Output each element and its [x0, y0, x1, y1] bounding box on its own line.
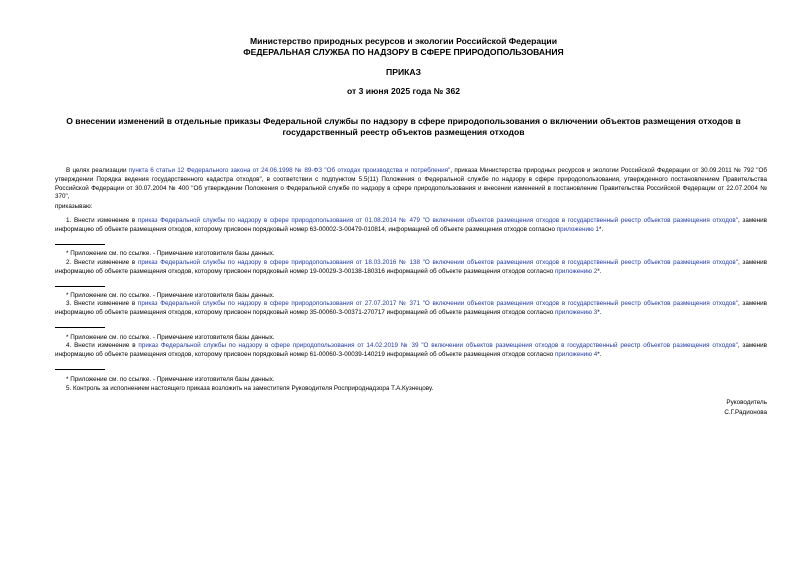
item-3-order-link[interactable]: приказ Федеральной службы по надзору в сфере природопользования от 27.07.2017 № 371 "О включении объектов размещения отходов в государственный реестр объектов размещения отходов" — [137, 300, 738, 307]
item-3 — [55, 300, 767, 318]
item-2-post: *. — [597, 267, 602, 275]
item-4 — [55, 342, 767, 360]
footnote-divider — [55, 369, 105, 370]
item-1-post: *. — [599, 225, 604, 233]
footnote-divider — [55, 286, 105, 287]
item-5: 5. Контроль за исполнением настоящего приказа возложить на заместителя Руководителя Росприроднадзора Т.А.Кузнецову. — [66, 385, 434, 392]
order-word: приказываю: — [55, 203, 93, 210]
item-2-order-link[interactable]: приказ Федеральной службы по надзору в сфере природопользования от 18.03.2016 № 138 "О включении объектов размещения отходов в государственный реестр объектов размещения отходов" — [137, 259, 738, 266]
item-3-appendix-link[interactable]: приложению 3 — [554, 308, 598, 316]
item-2 — [55, 259, 767, 277]
footnote-divider — [55, 244, 105, 245]
item-4-pre: 4. Внести изменение в — [66, 342, 139, 349]
item-3-post: *. — [597, 308, 602, 316]
item-4-post: *. — [597, 350, 602, 358]
preamble-text-1: В целях реализации — [66, 167, 129, 174]
item-1-appendix-link[interactable]: приложению 1 — [556, 225, 599, 233]
document-title: О внесении изменений в отдельные приказы Федеральной службы по надзору в сфере природопользования о включении объектов размещения отходов в государственный реестр объектов размещения отходов — [66, 116, 741, 137]
item-2-pre: 2. Внести изменение в — [66, 259, 138, 266]
item-1-footnote: * Приложение см. по ссылке. - Примечание изготовителя базы данных. — [66, 250, 275, 257]
item-1-mid: , заменив информацию об объекте размещения отходов, которому присвоен порядковый номер 63-00002-З-00479-010814, информацией об объекте размещения отходов согласно — [55, 217, 767, 233]
item-3-mid: , заменив информацию об объекте размещения отходов, которому присвоен порядковый номер 35-00060-З-00371-270717 информацией об объекте размещения отходов согласно — [55, 300, 767, 316]
item-1-order-link[interactable]: приказ Федеральной службы по надзору в сфере природопользования от 01.08.2014 № 479 "О включении объектов размещения отходов в государственный реестр объектов размещения отходов" — [137, 217, 738, 224]
item-2-appendix-link[interactable]: приложению 2 — [554, 267, 598, 275]
footnote-divider — [55, 327, 105, 328]
service-name: ФЕДЕРАЛЬНАЯ СЛУЖБА ПО НАДЗОРУ В СФЕРЕ ПРИРОДОПОЛЬЗОВАНИЯ — [243, 47, 564, 57]
law-link[interactable]: пункта 6 статьи 12 Федерального закона от 24.06.1998 № 89-ФЗ "Об отходах производства и потребления" — [128, 167, 451, 174]
item-2-mid: , заменив информацию об объекте размещения отходов, которому присвоен порядковый номер 19-00029-З-00138-180316 информацией об объекте размещения отходов согласно — [55, 259, 767, 275]
signature-position: Руководитель — [726, 399, 767, 406]
item-3-pre: 3. Внести изменение в — [66, 300, 138, 307]
date-number: от 3 июня 2025 года № 362 — [346, 86, 461, 96]
doc-type: ПРИКАЗ — [386, 67, 421, 77]
item-1 — [55, 217, 767, 235]
item-3-footnote: * Приложение см. по ссылке. - Примечание изготовителя базы данных. — [66, 334, 275, 341]
item-4-order-link[interactable]: приказ Федеральной службы по надзору в сфере природопользования от 14.02.2019 № 39 "О включении объектов размещения отходов в государственный реестр объектов размещения отходов" — [138, 342, 738, 349]
signature-name: С.Г.Радионова — [724, 409, 767, 416]
item-4-mid: , заменив информацию об объекте размещения отходов, которому присвоен порядковый номер 61-00060-З-00039-140219 информацией об объекте размещения отходов согласно — [55, 342, 767, 358]
item-2-footnote: * Приложение см. по ссылке. - Примечание изготовителя базы данных. — [66, 292, 275, 299]
ministry-name: Министерство природных ресурсов и экологии Российской Федерации — [250, 36, 557, 46]
preamble-text-2: , приказа Министерства природных ресурсов и экологии Российской Федерации от 30.09.2011 № 792 "Об утверждении Порядка ведения государственного кадастра отходов", в соответствии с подпунктом 5.5(11) Положения о Федеральной службе по надзору в сфере природопользования, утвержденного постановлением Правительства Российской Федерации от 30.07.2004 № 400 "Об утверждении Положения о Федеральной службе по надзору в сфере природопользования и внесении изменений в постановление Правительства Российской Федерации от 22.07.2004 № 370", — [55, 167, 767, 201]
item-4-appendix-link[interactable]: приложению 4 — [554, 350, 598, 358]
item-4-footnote: * Приложение см. по ссылке. - Примечание изготовителя базы данных. — [66, 376, 275, 383]
item-1-pre: 1. Внести изменение в — [66, 217, 138, 224]
preamble — [55, 167, 767, 202]
